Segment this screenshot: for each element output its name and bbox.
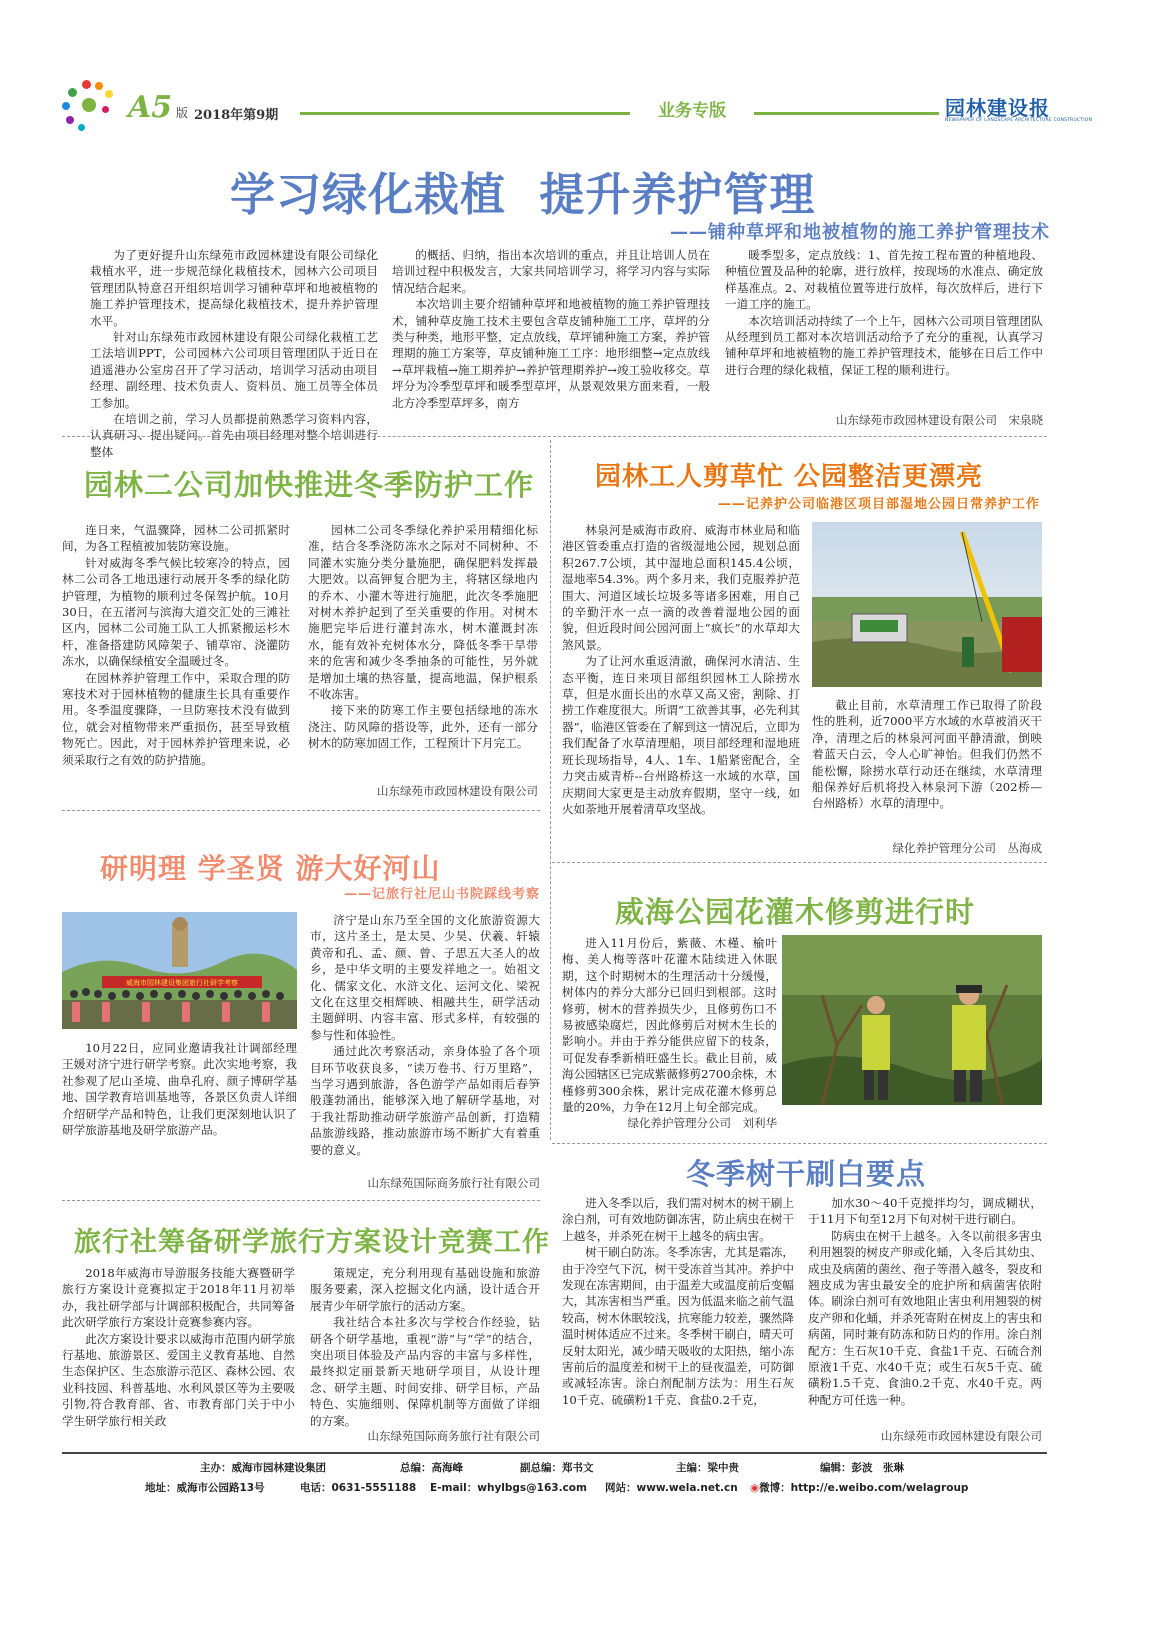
footer-row-2: [145, 1480, 1035, 1496]
paragraph: 截止目前，水草清理工作已取得了阶段性的胜利，近7000平方水域的水草被消灭干净，清理之后的林泉河河面平静清澈，倒映着蓝天白云，令人心旷神怡。但我们仍然不能松懈，除捞水草行动还在继续，水草清理船保养好后机将投入林泉河下游（202桥—台州路桥）水草的清理中。: [812, 698, 1042, 811]
group-photo-banner: 威海市园林建设集团旅行社研学考察: [126, 979, 238, 987]
paragraph: 防病虫在树干上越冬。入冬以前很多害虫利用翘裂的树皮产卵或化蛹，入冬后其幼虫、成虫及病菌的菌丝、孢子等潜入越冬，裂皮和翘皮成为害虫最安全的庇护所和病菌害依附体。刷涂白剂可有效地阻止害虫利用翘裂的树皮产卵和化蛹，并杀死寄附在树皮上的害虫和病菌，同时兼有防冻和防日灼的作用。涂白剂配方：生石灰10千克、食盐1千克、石硫合剂原液1千克、水40千克；或生石灰5千克、硫磺粉1.5千克、食油0.2千克、水40千克。两种配方可任选一种。: [808, 1228, 1042, 1407]
paragraph: 园林二公司冬季绿化养护采用精细化标准，结合冬季浇防冻水之际对不同树种、不同灌木实施分类分量施肥，确保肥料发挥最大肥效。以高钾复合肥为主，将辖区绿地内的乔木、小灌木等进行施肥，此次冬季施肥对树木养护起到了至关重要的作用。对树木施肥完毕后进行灌封冻水，树木灌溉封冻水，能有效补充树体水分，降低冬季干旱带来的危害和减少冬季抽条的可能性，另外就是增加土壤的热容量，提高地温，保护根系不收冻害。: [308, 523, 538, 702]
lead-col-3: [725, 247, 1043, 378]
divider: [550, 440, 551, 1140]
lead-title: 学习绿化栽植 提升养护管理: [230, 168, 816, 221]
paragraph: 在培训之前，学习人员都提前熟悉学习资料内容，认真研习、提出疑问。首先由项目经理对整个培训进行整体: [90, 412, 378, 459]
art7-col-1: [562, 1195, 794, 1408]
paragraph: 树干刷白防冻。冬季冻害，尤其是霜冻，由于冷空气下沉，树干受冻首当其冲。养护中发现在冻害期间，由于温差大或温度前后变幅大，其冻害相当严重。因为低温来临之前气温较高，树木休眠较浅，抗寒能力较差，骤然降温时树体适应不过来。冬季树干刷白，晴天可反射太阳光，减少晴天吸收的太阳热，缩小冻害前后的温度差和树干上的昼夜温差，可防御或减轻冻害。涂白剂配制方法为：用生石灰10千克、硫磺粉1千克、食盐0.2千克，: [562, 1245, 794, 1407]
art6-col-1: [62, 1265, 295, 1429]
group-photo: [62, 912, 297, 1029]
lead-subtitle: ——铺种草坪和地被植物的施工养护管理技术: [670, 222, 1050, 243]
paragraph: 本次培训主要介绍铺种草坪和地被植物的施工养护管理技术，铺种草皮施工技术主要包含草皮铺种施工工序，草坪的分类与种类，地形平整，定点放线，草坪铺种施工方案，养护管理期的施工方案等，草皮铺种施工工序：地形细整→定点放线→草坪栽植→施工期养护→养护管理期养护→竣工验收移交。草坪分为冷季型草坪和暖季型草坪，从景观效果方面来看，一般北方冷季型草坪多，南方: [392, 297, 710, 410]
paragraph: 策规定，充分利用现有基础设施和旅游服务要素，深入挖掘文化内涵，设计适合开展青少年研学旅行的活动方案。: [310, 1266, 540, 1313]
paragraph: 济宁是山东乃至全国的文化旅游资源大市，这片圣土，是太昊、少昊、伏羲、轩辕黄帝和孔、孟、颜、曾、子思五大圣人的故乡，是中华文明的主要发祥地之一。始祖文化、儒家文化、水浒文化、运河文化、梁祝文化在这里交相辉映、相融共生，研学活动主题鲜明、内容丰富、形式多样，有较强的参与性和体验性。: [310, 913, 540, 1042]
page-number: A5: [128, 90, 173, 125]
paragraph: 针对山东绿苑市政园林建设有限公司绿化栽植工艺工法培训PPT，公司园林六公司项目管理团队于近日在逍遥港办公室房召开了学习活动，培训学习活动由项目经理、副经理、技术负责人、资料员、施工员等全体员工参加。: [90, 330, 378, 410]
art4-subtitle: ——记旅行社尼山书院踩线考察: [343, 887, 540, 902]
art7-col-2: [808, 1195, 1042, 1408]
footer-weibo[interactable]: ◉微博：http://e.weibo.com/welagroup: [750, 1482, 969, 1494]
art6-title: 旅行社筹备研学旅行方案设计竞赛工作: [74, 1227, 550, 1258]
footer-address: 地址：威海市公园路13号: [145, 1482, 265, 1494]
art7-signature: 山东绿苑市政园林建设有限公司: [881, 1429, 1042, 1443]
art4-col-2: [310, 912, 540, 1158]
header-rule-left: [300, 112, 630, 115]
weibo-icon: ◉: [750, 1482, 760, 1494]
art2-col-2: [308, 522, 538, 752]
page-header: [60, 78, 1093, 138]
divider: [552, 862, 1047, 863]
art2-signature: 山东绿苑市政园林建设有限公司: [377, 784, 538, 798]
art3-subtitle: ——记养护公司临港区项目部湿地公园日常养护工作: [717, 497, 1040, 512]
lead-col-2: [392, 247, 710, 411]
footer-row-1: [200, 1460, 1000, 1476]
paragraph: 为了更好提升山东绿苑市政园林建设有限公司绿化栽植水平，进一步规范绿化栽植技术，园林六公司项目管理团队特意召开组织培训学习铺种草坪和地被植物的施工养护管理技术，提高绿化栽植技术，提升养护管理水平。: [90, 248, 378, 328]
art4-col-1: [62, 1040, 297, 1138]
art5-col-1: [562, 935, 777, 1115]
paragraph: 进入11月份后，紫薇、木槿、榆叶梅、美人梅等落叶花灌木陆续进入休眠期，这个时期树木的生理活动十分缓慢，树体内的养分大部分已回归到根部。这时修剪，树木的营养损失少，且修剪伤口不易被感染腐烂，因此修剪后对树木生长的影响小。并由于养分能供应留下的枝条，可促发春季新梢旺盛生长。截止目前，威海公园辖区已完成紫薇修剪2700余株，木槿修剪300余株，累计完成花灌木修剪总量的20%，力争在12月上旬全部完成。: [562, 936, 778, 1115]
divider: [62, 436, 1047, 437]
paragraph: 为了让河水重返清澈，确保河水清洁、生态平衡，连日来项目部组织园林工人除捞水草，但是水面长出的水草又高又密，割除、打捞工作难度很大。所谓“工欲善其事，必先利其器”，临港区管委在了解到这一情况后，立即为我们配备了水草清理船，项目部经理和湿地班班长现场指导，4人、1车、1船紧密配合，全力突击威青桥--台州路桥这一水域的水草，国庆期间大家更是主动放弃假期，坚守一线，如火如荼地开展着清草攻坚战。: [562, 654, 800, 816]
paragraph: 针对威海冬季气候比较寒冷的特点，园林二公司各工地迅速行动展开冬季的绿化防护管理，为植物的顺利过冬保驾护航。10月30日，在五渚河与滨海大道交汇处的三滩社区内，园林二公司施工队工人抓紧搬运杉木杆，准备搭建防风障架子、铺草帘、浇灌防冻水，以确保绿植安全温暖过冬。: [62, 555, 290, 669]
wetland-crane-photo: [812, 522, 1042, 687]
art6-signature: 山东绿苑国际商务旅行社有限公司: [367, 1429, 540, 1443]
art3-col-1: [562, 522, 800, 817]
paragraph: 10月22日，应同业邀请我社计调部经理王媛对济宁进行研学考察。此次实地考察，我社参观了尼山圣境、曲阜孔府、颜子博研学基地、国学教育培训基地等，各景区负责人详细介绍研学产品和特色，让我们更深刻地认识了研学旅游基地及研学旅游产品。: [62, 1041, 297, 1138]
art5-title: 威海公园花灌木修剪进行时: [615, 895, 976, 929]
art3-col-2: [812, 697, 1042, 812]
group-photo-image-icon: [62, 912, 297, 1029]
pruning-photo: [782, 935, 1042, 1105]
art4-signature: 山东绿苑国际商务旅行社有限公司: [367, 1176, 540, 1190]
art7-title: 冬季树干刷白要点: [686, 1157, 927, 1191]
paragraph: 连日来，气温骤降，园林二公司抓紧时间，为各工程植被加装防寒设施。: [62, 523, 290, 554]
paragraph: 2018年威海市导游服务技能大赛暨研学旅行方案设计竞赛拟定于2018年11月初举办，我社研学部与计调部积极配合，共同筹备此次研学旅行方案设计竞赛参赛内容。: [62, 1266, 295, 1330]
newspaper-logo: 园林建设报: [945, 96, 1050, 120]
lead-signature: 山东绿苑市政园林建设有限公司 宋泉晓: [836, 413, 1043, 427]
paragraph: 通过此次考察活动，亲身体验了各个项目环节收获良多，“读万卷书、行万里路”，当学习遇到旅游，各色游学产品如雨后春笋般蓬勃涌出，能够深入地了解研学基地，对于我社帮助推动研学旅游产品创新，打造精品旅游线路，推动旅游市场不断扩大有着重要的意义。: [310, 1044, 540, 1157]
art2-col-1: [62, 522, 290, 768]
paragraph: 暖季型多，定点放线：1、首先按工程布置的种植地段、种植位置及品种的轮廓，进行放样，按现场的水准点、确定放样基准点。2、对栽植位置等进行放样，每次放样后，进行下一道工序的施工。: [725, 248, 1043, 312]
issue-number: 2018年第9期: [194, 108, 279, 123]
footer-website[interactable]: 网站：www.wela.net.cn: [605, 1482, 738, 1494]
footer-editors: 编辑：彭波 张琳: [820, 1462, 904, 1474]
footer-email[interactable]: E-mail：whylbgs@163.com: [430, 1482, 587, 1494]
divider: [62, 1200, 540, 1201]
art2-title: 园林二公司加快推进冬季防护工作: [84, 468, 535, 502]
paragraph: 本次培训活动持续了一个上午，园林六公司项目管理团队从经理到员工都对本次培训活动给予了充分的重视，认真学习铺种草坪和地被植物的施工养护管理技术，能够在日后工作中进行合理的绿化栽植，保证工程的顺利进行。: [725, 313, 1043, 377]
wetland-crane-image-icon: [812, 522, 1042, 687]
paragraph: 加水30～40千克搅拌均匀，调成糊状，于11月下旬至12月下旬对树干进行刷白。: [808, 1196, 1042, 1227]
flower-logo-icon: [60, 78, 122, 134]
art4-title: 研明理 学圣贤 游大好河山: [100, 852, 441, 885]
paragraph: 林泉河是威海市政府、威海市林业局和临港区管委重点打造的省级湿地公园，规划总面积267.7公顷，其中湿地总面积145.4公顷，湿地率54.3%。两个多月来，我们克服养护范围大、河道区域长垃圾多等诸多困难，用自己的辛勤汗水一点一滴的改善着湿地公园的面貌，但近段时间公园河面上“疯长”的水草却大煞风景。: [562, 523, 800, 652]
art3-title: 园林工人剪草忙 公园整洁更漂亮: [595, 462, 984, 492]
section-title: 业务专版: [658, 101, 726, 121]
paragraph: 的概括、归纳，指出本次培训的重点，并且让培训人员在培训过程中积极发言，大家共同培训学习，将学习内容与实际情况结合起来。: [392, 248, 710, 295]
footer-sponsor: 主办：威海市园林建设集团: [200, 1462, 326, 1474]
paragraph: 进入冬季以后，我们需对树木的树干刷上涂白剂，可有效地防御冻害，防止病虫在树干上越冬，并杀死在树干上越冬的病虫害。: [562, 1196, 794, 1243]
footer-editor: 主编：梁中贵: [676, 1462, 739, 1474]
paragraph: 在园林养护管理工作中，采取合理的防寒技术对于园林植物的健康生长具有重要作用。冬季温度骤降，一旦防寒技术没有做到位，就会对植物带来严重损伤，甚至导致植物死亡。因此，对于园林养护管理来说，必须采取行之有效的防护措施。: [62, 670, 290, 767]
art5-signature: 绿化养护管理分公司 刘利华: [627, 1116, 777, 1130]
pruning-photo-image-icon: [782, 935, 1042, 1105]
footer-chief-editor: 总编：高海峰: [400, 1462, 463, 1474]
lead-col-1: [90, 247, 378, 460]
divider: [552, 1143, 1047, 1144]
footer-deputy-editor: 副总编：郑书文: [520, 1462, 594, 1474]
header-rule-right: [754, 112, 939, 115]
art3-signature: 绿化养护管理分公司 丛海成: [892, 841, 1042, 855]
paragraph: 此次方案设计要求以威海市范围内研学旅行基地、旅游景区、爱国主义教育基地、自然生态保护区、生态旅游示范区、森林公园、农业科技园、科普基地、水利风景区等为主要吸引物,符合教育部、省、市教育部门关于中小学生研学旅行相关政: [62, 1331, 295, 1428]
paragraph: 接下来的防寒工作主要包括绿地的冻水浇注、防风障的搭设等，此外，还有一部分树木的防寒加固工作，工程预计下月完工。: [308, 703, 538, 751]
paragraph: 我社结合本社多次与学校合作经验，钻研各个研学基地，重视“游”与“学”的结合，突出项目体验及产品内容的丰富与多样性，最终拟定丽景新天地研学项目，从设计理念、研学主题、时间安排、研学目标，产品特色、实施细则、保障机制等方面做了详细的方案。: [310, 1315, 540, 1428]
divider: [62, 810, 540, 811]
footer-rule: [62, 1452, 1047, 1454]
newspaper-logo-sub: NEWSPAPER OF LANDSCAPE ARCHITECTURE CONSTRUCTION: [945, 118, 1093, 123]
art6-col-2: [310, 1265, 540, 1429]
footer-phone: 电话：0631-5551188: [300, 1482, 417, 1494]
page-suffix: 版: [176, 106, 189, 120]
